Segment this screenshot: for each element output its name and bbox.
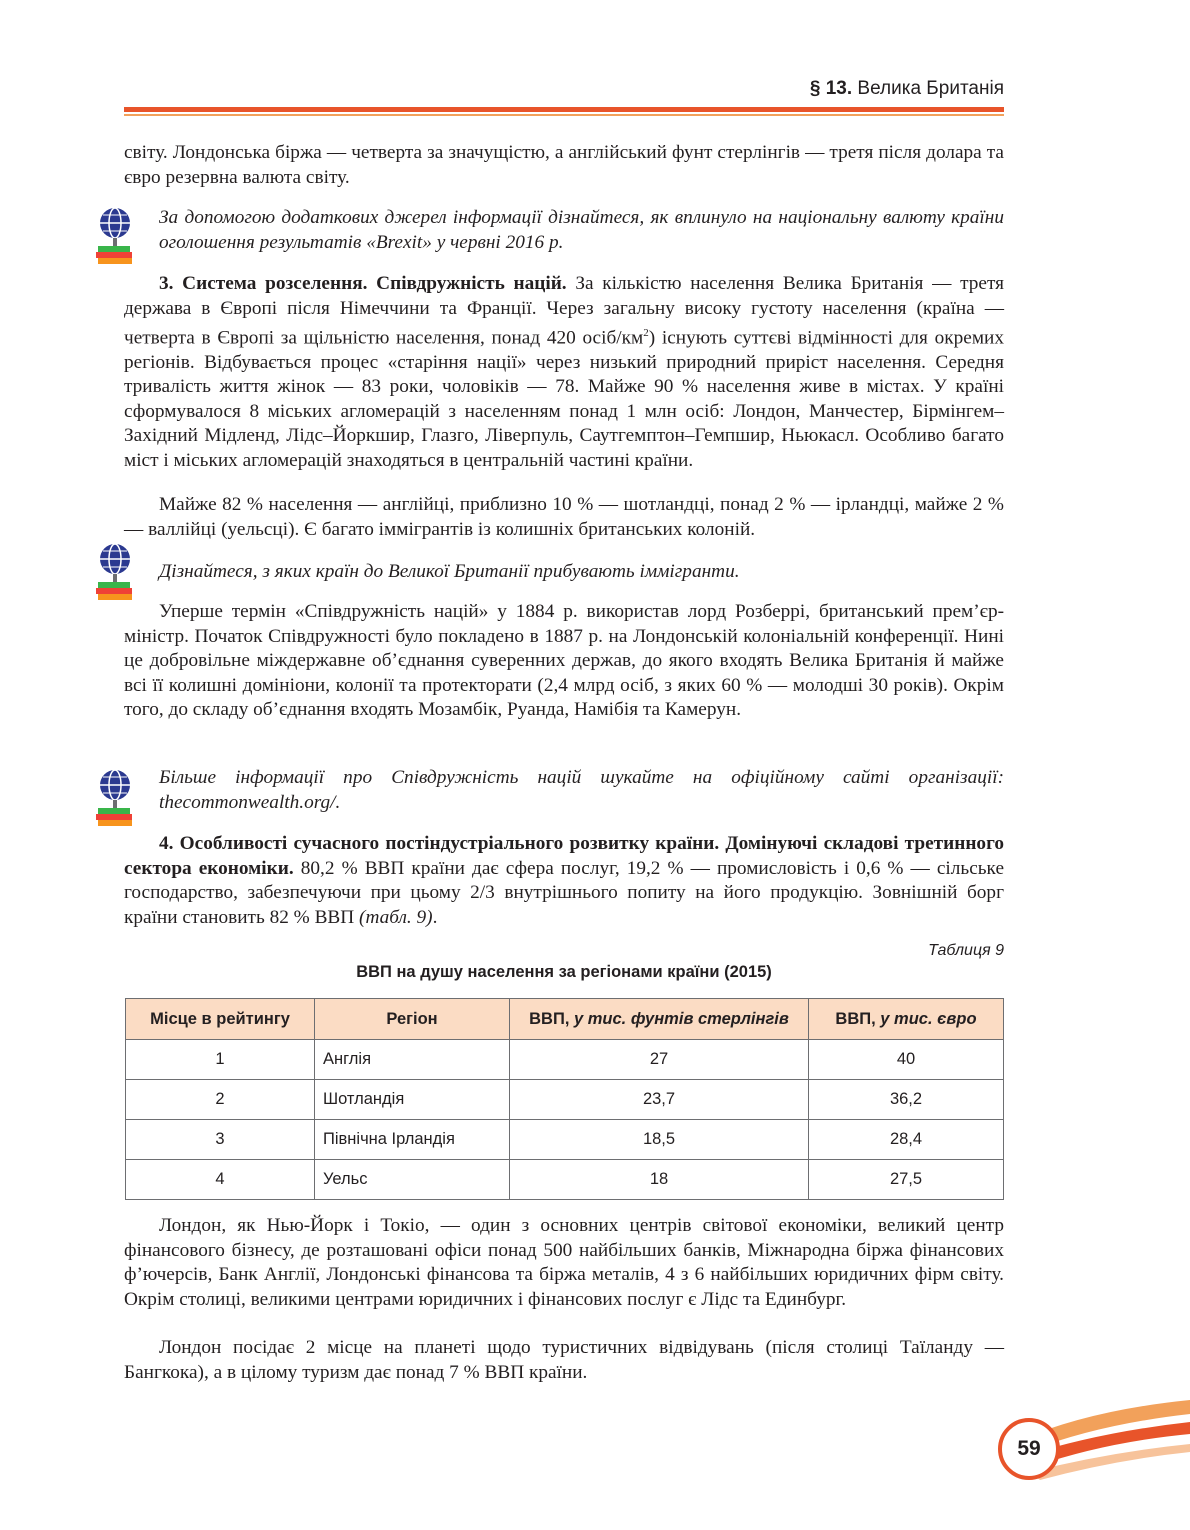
header-region: Регіон <box>315 999 510 1040</box>
globe-books-icon <box>94 541 136 603</box>
cell-eur: 27,5 <box>809 1160 1004 1200</box>
table-row <box>126 1080 1004 1120</box>
cell-region: Шотландія <box>315 1080 510 1120</box>
cell-gbp: 18,5 <box>510 1120 809 1160</box>
running-header <box>124 78 1004 108</box>
cell-rank: 1 <box>126 1040 315 1080</box>
paragraph-tourism: Лондон посідає 2 місце на планеті щодо туристичних відвідувань (після столиці Таїланду — Бангкока), а в цілому туризм дає понад 7 % ВВП країни. <box>124 1337 1004 1383</box>
table-title: ВВП на душу населення за регіонами країни (2015) <box>356 963 772 981</box>
table-caption: Таблиця 9 <box>928 942 1004 959</box>
task-commonwealth-site: Більше інформації про Співдружність націй шукайте на офіційному сайті організації: thecommonwealth.org/. <box>159 767 1004 813</box>
task-immigrants: Дізнайтеся, з яких країн до Великої Британії прибувають іммігранти. <box>159 561 740 582</box>
header-eur <box>809 999 1004 1040</box>
cell-rank: 4 <box>126 1160 315 1200</box>
section-3-heading: 3. Система розселення. Співдружність націй. <box>159 273 567 294</box>
cell-eur: 36,2 <box>809 1080 1004 1120</box>
table-row <box>126 1160 1004 1200</box>
cell-gbp: 23,7 <box>510 1080 809 1120</box>
table-row <box>126 1120 1004 1160</box>
globe-books-icon <box>94 767 136 829</box>
superscript: 2 <box>643 327 649 339</box>
header-rank: Місце в рейтингу <box>126 999 315 1040</box>
cell-region: Англія <box>315 1040 510 1080</box>
table-reference: (табл. 9) <box>359 906 433 928</box>
cell-rank: 2 <box>126 1080 315 1120</box>
cell-gbp: 18 <box>510 1160 809 1200</box>
header-rule <box>124 107 1004 112</box>
section-4-text: 80,2 % ВВП країни дає сфера послуг, 19,2 % — промисловість і 0,6 % — сільське господарство, забезпечуючи при цьому 2/3 внутрішнього попиту на його продукцію. Зовнішній борг країни становить 82 % ВВП <box>124 857 1004 928</box>
section-4-heading: 4. Особливості сучасного постіндустріального розвитку країни. Домінуючі складові третинного сектора економіки. <box>124 833 1004 879</box>
header-gbp-prefix: ВВП, <box>529 1009 574 1028</box>
globe-books-icon <box>94 205 136 267</box>
gdp-table <box>125 998 1004 1200</box>
section-4-paragraph <box>124 832 1004 930</box>
table-header-row <box>126 999 1004 1040</box>
header-gbp-unit: у тис. фунтів стерлінгів <box>574 1009 789 1028</box>
header-gbp <box>510 999 809 1040</box>
cell-region: Північна Ірландія <box>315 1120 510 1160</box>
header-eur-prefix: ВВП, <box>835 1009 881 1028</box>
section-4-end: . <box>432 906 438 928</box>
section-title: Велика Британія <box>857 78 1004 99</box>
cell-eur: 28,4 <box>809 1120 1004 1160</box>
table-row <box>126 1040 1004 1080</box>
header-rule-thin <box>124 114 1004 116</box>
cell-gbp: 27 <box>510 1040 809 1080</box>
section-number: § 13. <box>809 78 853 99</box>
cell-region: Уельс <box>315 1160 510 1200</box>
cell-eur: 40 <box>809 1040 1004 1080</box>
section-3-text-a: За кількістю населення Велика Британія — третя держава в Європі після Німеччини та Франції. Через загальну високу густоту населення (країна — четверта в Європі за щільністю населення, понад 420 осіб/км <box>124 273 1004 349</box>
task-brexit: За допомогою додаткових джерел інформації дізнайтеся, як вплинуло на національну валюту країни оголошення результатів «Brexit» у червні 2016 р. <box>159 207 1004 253</box>
header-eur-unit: у тис. євро <box>880 1009 977 1028</box>
page-number: 59 <box>998 1418 1060 1480</box>
paragraph-ethnic: Майже 82 % населення — англійці, приблизно 10 % — шотландці, понад 2 % — ірландці, майже 2 % — валлійці (уельсці). Є багато іммігрантів із колишніх британських колоній. <box>124 494 1004 540</box>
section-3-paragraph <box>124 272 1004 473</box>
section-3-text-b: ) існують суттєві відмінності для окремих регіонів. Відбувається процес «старіння нації» через низький природний приріст населення. Середня тривалість життя жінок — 83 роки, чоловіків — 78. Майже 90 % населення живе в містах. У країні сформувалося 8 міських агломерацій з населенням понад 1 млн осіб: Лондон, Манчестер, Бірмінгем–Західний Мідленд, Лідс–Йоркшир, Глазго, Ліверпуль, Саутгемптон–Гемпшир, Ньюкасл. Особливо багато міст і міських агломерацій знаходяться в центральній частині країни. <box>124 327 1004 471</box>
cell-rank: 3 <box>126 1120 315 1160</box>
paragraph-london: Лондон, як Нью-Йорк і Токіо, — один з основних центрів світової економіки, великий центр фінансового бізнесу, де розташовані офіси понад 500 найбільших банків, Міжнародна біржа фінансових ф’ючерсів, Банк Англії, Лондонські фінансова та біржа металів, 4 з 6 найбільших юридичних фірм світу. Окрім столиці, великими центрами юридичних і фінансових послуг є Лідс та Единбург. <box>124 1215 1004 1310</box>
paragraph-commonwealth: Уперше термін «Співдружність націй» у 1884 р. використав лорд Розберрі, британський прем’єр-міністр. Початок Співдружності було покладено в 1887 р. на Лондонській колоніальній конференції. Нині це добровільне міждержавне об’єднання суверенних держав, до якого входять Велика Британія й майже всі її колишні домініони, колонії та протекторати (2,4 млрд осіб, з яких 60 % — молодші 30 років). Окрім того, до складу об’єднання входять Мозамбік, Руанда, Намібія та Камерун. <box>124 601 1004 720</box>
paragraph-intro: світу. Лондонська біржа — четверта за значущістю, а англійський фунт стерлінгів — третя після долара та євро резервна валюта світу. <box>124 142 1004 188</box>
